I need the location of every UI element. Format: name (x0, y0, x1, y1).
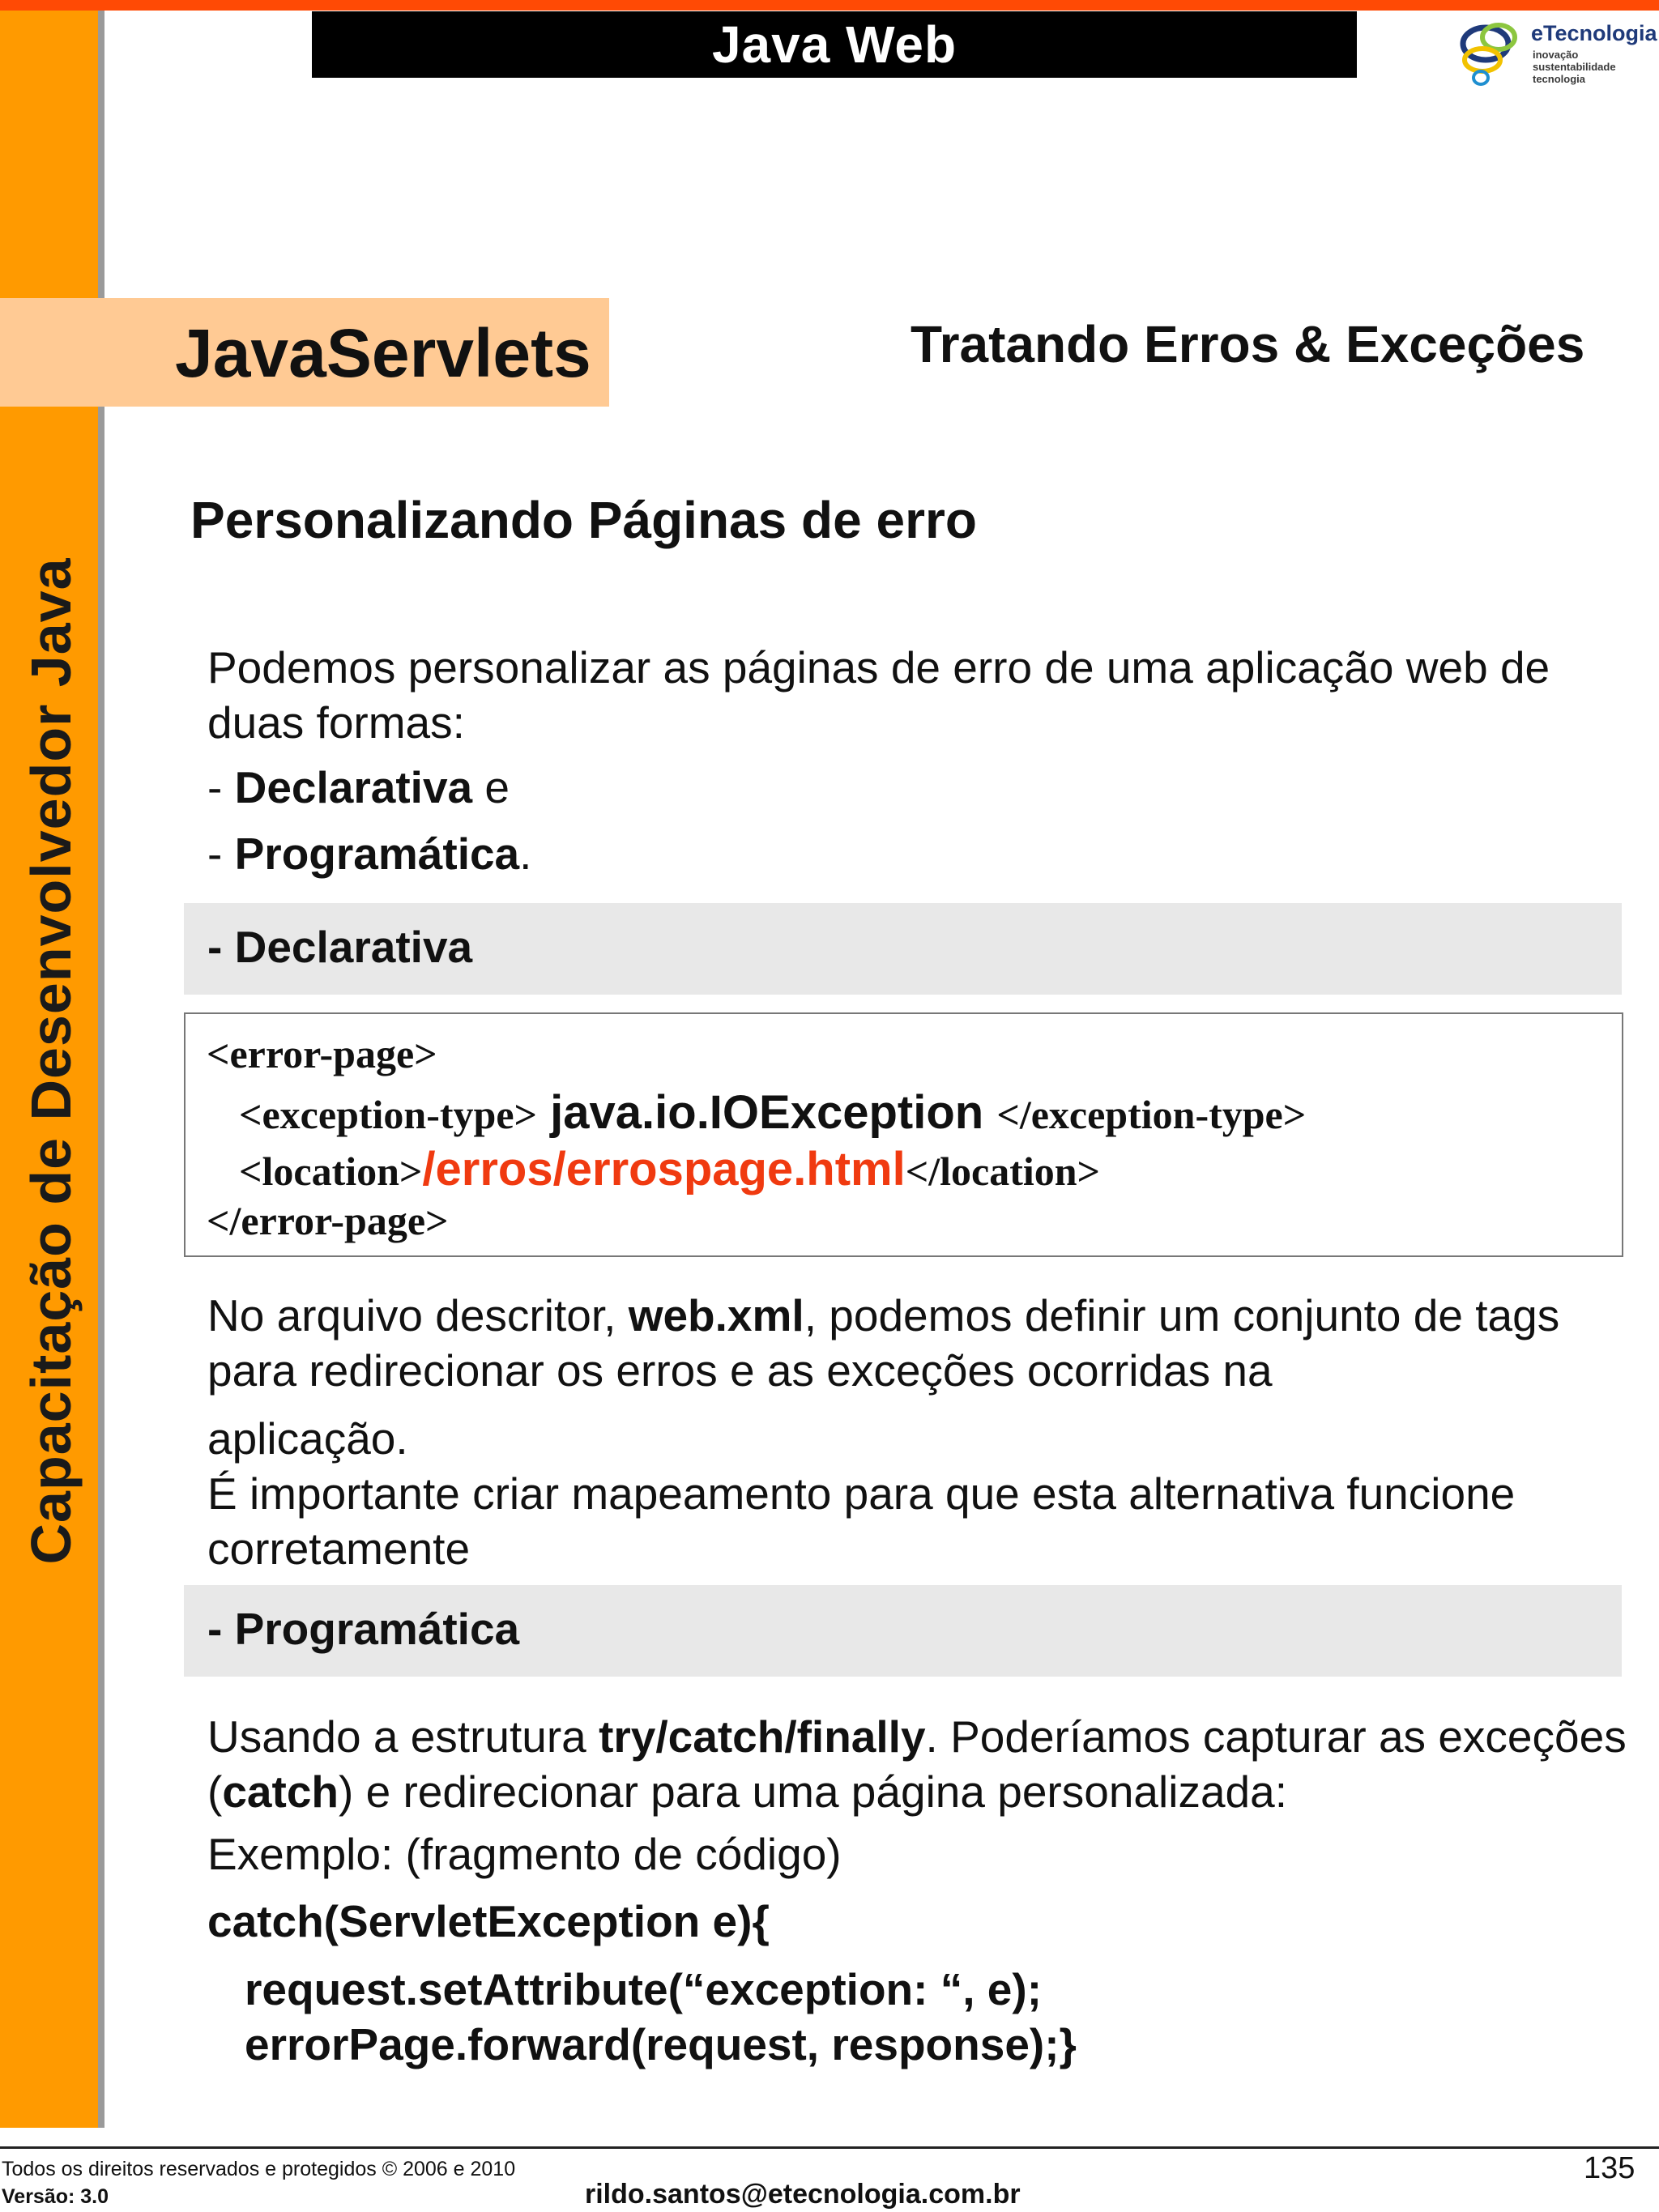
topic-title: Tratando Erros & Exceções (911, 315, 1585, 373)
section-label: - Programática (207, 1604, 520, 1654)
slide-subtitle: Personalizando Páginas de erro (190, 491, 977, 549)
code-line: <location>/erros/errospage.html</location> (239, 1143, 1101, 1196)
sidebar-upper-band (0, 11, 98, 298)
etecnologia-logo-icon (1452, 18, 1529, 92)
top-accent-line (0, 0, 1659, 11)
code-line: errorPage.forward(request, response);} (245, 2019, 1077, 2069)
logo-tagline: inovação (1533, 49, 1579, 61)
section-bar-programatica (184, 1585, 1622, 1677)
try-catch-paragraph: Usando a estrutura try/catch/finally. Poderíamos capturar as exceções (catch) e redirecionar para uma página personalizada: (207, 1711, 1627, 1817)
footer-email: rildo.santos@etecnologia.com.br (585, 2179, 1021, 2210)
section-label: - Declarativa (207, 922, 473, 972)
mapping-note: É importante criar mapeamento para que esta alternativa funcione corretamente (207, 1468, 1516, 1574)
sidebar-label: Capacitação de Desenvolvedor Java (19, 557, 83, 1565)
code-box-error-page (184, 1012, 1623, 1257)
code-line: catch(ServletException e){ (207, 1896, 770, 1946)
sidebar-shadow (98, 11, 104, 298)
sidebar-shadow (98, 407, 104, 2128)
footer-version: Versão: 3.0 (2, 2185, 109, 2208)
bullet-programatica: - Programática. (207, 829, 532, 879)
code-line: <error-page> (207, 1031, 437, 1076)
header-title: Java Web (711, 15, 957, 74)
header-bar (312, 11, 1357, 78)
example-label: Exemplo: (fragmento de código) (207, 1829, 842, 1879)
intro-paragraph: Podemos personalizar as páginas de erro de uma aplicação web de duas formas: (207, 642, 1550, 748)
code-line: request.setAttribute(“exception: “, e); (245, 1964, 1043, 2014)
code-line: </error-page> (207, 1198, 449, 1243)
web-xml-paragraph: No arquivo descritor, web.xml, podemos definir um conjunto de tags para redirecionar os erros e as exceções ocorridas na (207, 1290, 1560, 1396)
logo-name: eTecnologia (1531, 21, 1657, 45)
section-bar-declarativa (184, 903, 1622, 995)
bullet-declarativa: - Declarativa e (207, 762, 510, 812)
logo (1452, 18, 1657, 92)
web-xml-paragraph-end: aplicação. (207, 1413, 408, 1464)
footer-copyright: Todos os direitos reservados e protegidos © 2006 e 2010 (2, 2158, 516, 2180)
footer-divider (0, 2146, 1659, 2149)
logo-tagline: tecnologia (1533, 73, 1586, 85)
code-line: <exception-type> java.io.IOException </exception-type> (239, 1086, 1307, 1139)
logo-tagline: sustentabilidade (1533, 61, 1616, 73)
page-number: 135 (1584, 2151, 1636, 2185)
banner-title: JavaServlets (175, 315, 591, 391)
